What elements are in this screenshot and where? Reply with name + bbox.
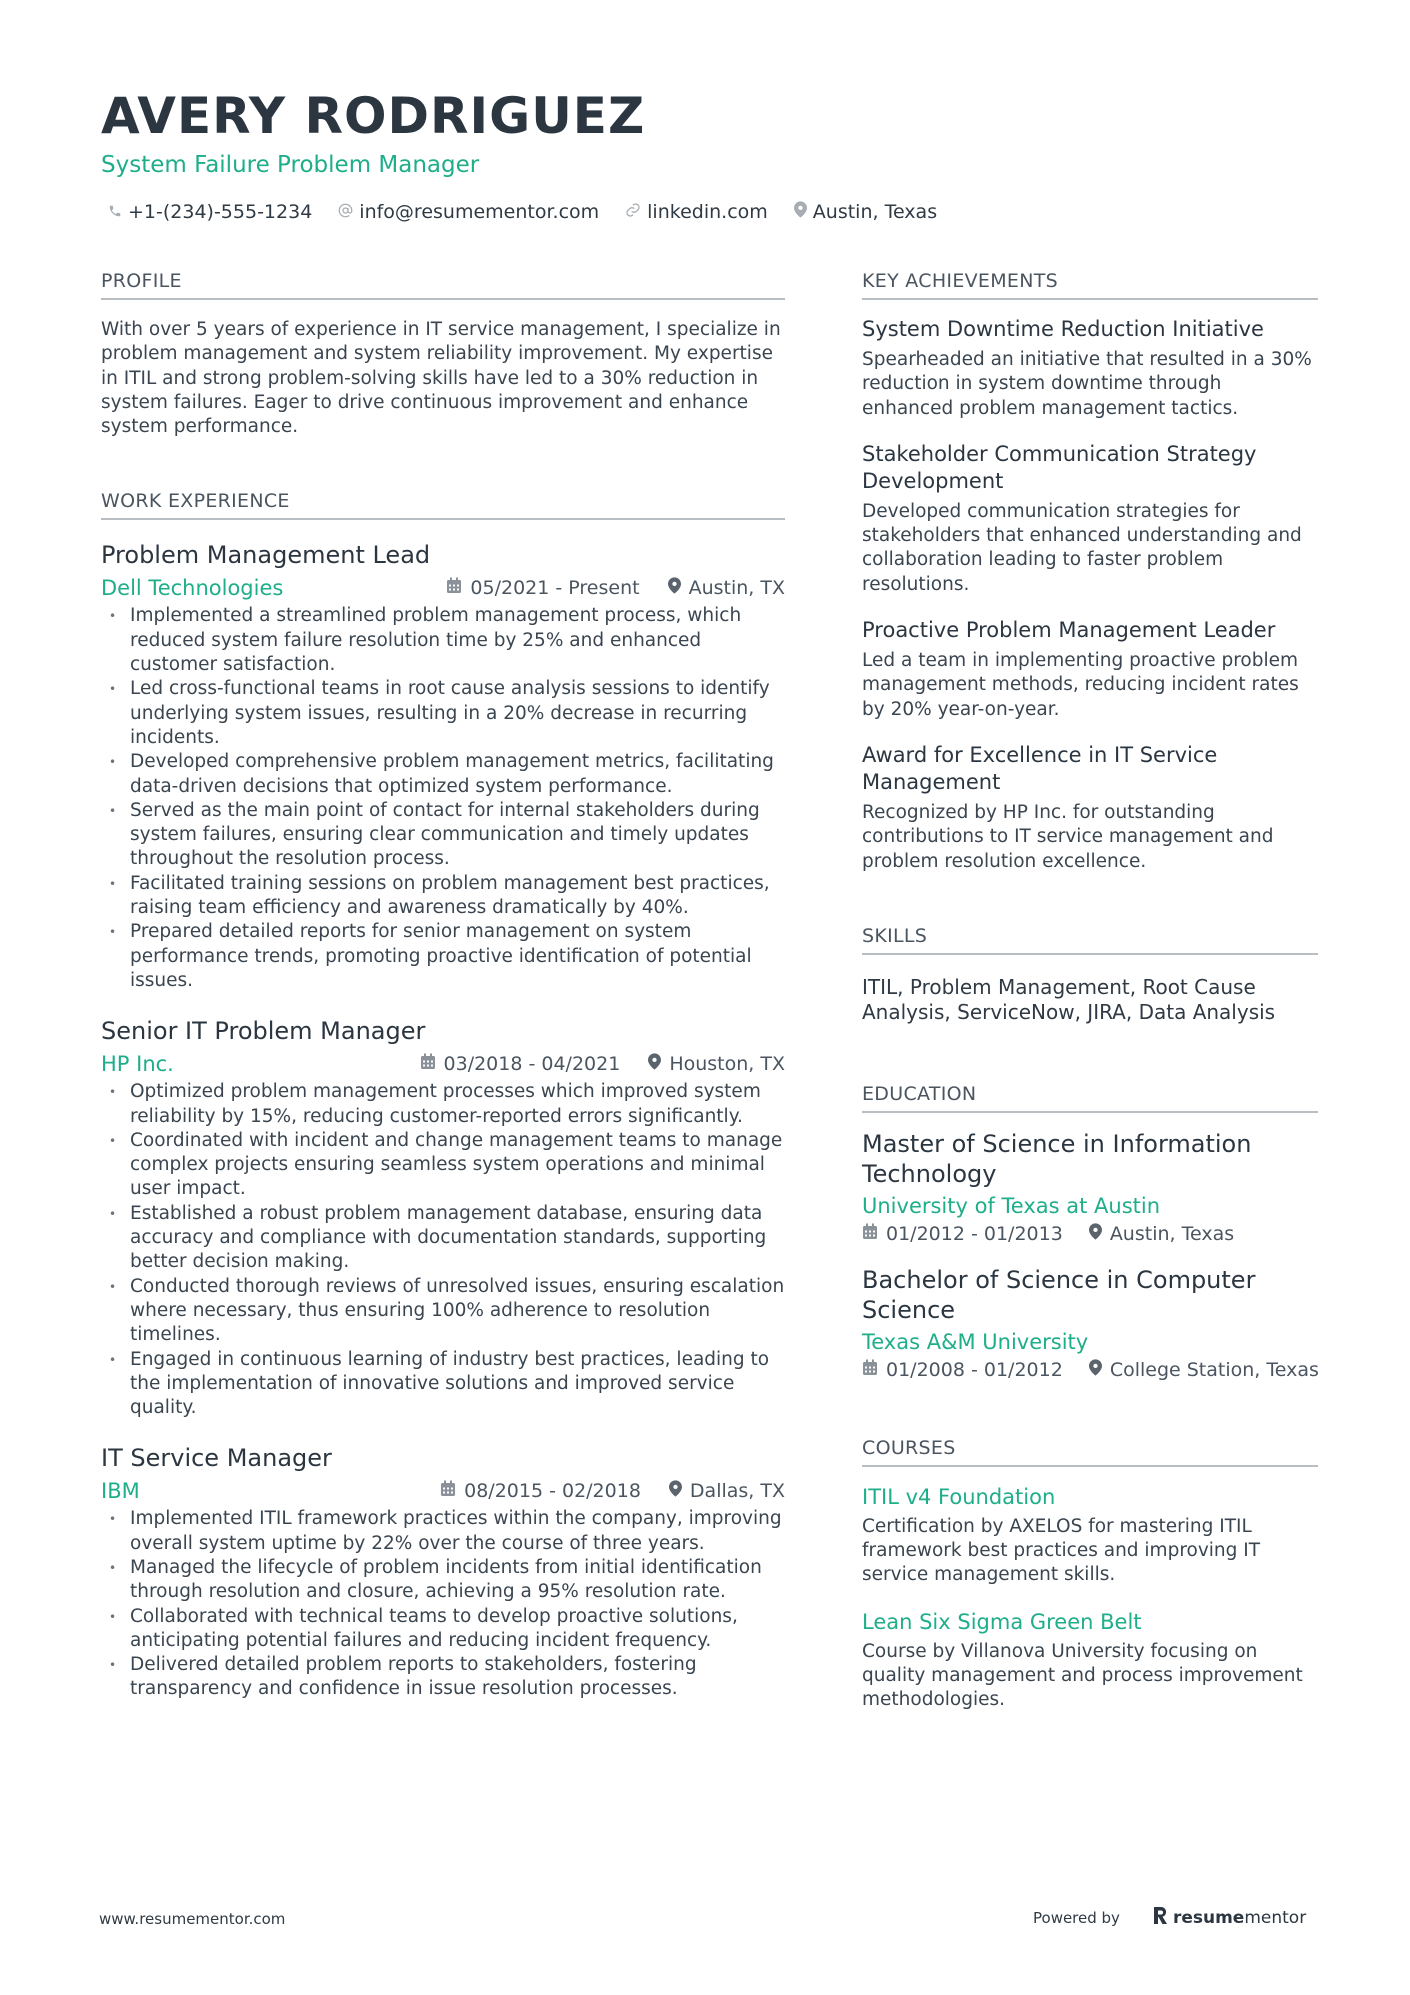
course-title: Lean Six Sigma Green Belt <box>862 1609 1142 1634</box>
at-icon <box>338 198 359 226</box>
candidate-title: System Failure Problem Manager <box>101 152 480 178</box>
list-item: • Established a robust problem management database, ensuring data accuracy and compliance with documentation standards, supporting better decision making. <box>101 1202 785 1275</box>
education-meta <box>862 1223 1318 1245</box>
contact-linkedin[interactable] <box>625 198 768 226</box>
calendar-icon <box>420 1053 444 1075</box>
calendar-icon <box>862 1223 886 1245</box>
job-dates <box>446 577 639 599</box>
achievement-item <box>862 742 1318 874</box>
job-location <box>668 577 785 599</box>
calendar-icon <box>446 577 470 599</box>
location-pin-icon <box>1089 1223 1110 1245</box>
location-text: Austin, Texas <box>812 201 938 223</box>
powered-by-label: Powered by <box>1033 1909 1120 1927</box>
list-item: • Developed comprehensive problem management metrics, facilitating data-driven decisions that optimized system performance. <box>101 750 785 799</box>
job-dates <box>420 1053 621 1075</box>
work-experience-heading: WORK EXPERIENCE <box>101 488 785 520</box>
job-entry <box>101 539 785 993</box>
education-school: Texas A&M University <box>862 1329 1089 1354</box>
job-info-row <box>101 1049 785 1079</box>
education-section <box>862 1081 1318 1381</box>
job-bullets <box>101 604 785 993</box>
calendar-icon <box>862 1359 886 1381</box>
education-dates-text: 01/2008 - 01/2012 <box>886 1358 1063 1381</box>
phone-icon <box>108 198 128 226</box>
list-item: • Implemented ITIL framework practices within the company, improving overall system uptime by 22% over the course of three years. <box>101 1507 785 1556</box>
education-dates <box>862 1223 1063 1245</box>
profile-section <box>101 268 785 439</box>
courses-heading: COURSES <box>862 1435 1318 1467</box>
job-location-text: Houston, TX <box>669 1053 785 1076</box>
job-entry <box>101 1442 785 1701</box>
education-item <box>862 1265 1318 1381</box>
achievement-desc: Spearheaded an initiative that resulted in a 30% reduction in system downtime through enhanced problem management tactics. <box>862 349 1312 419</box>
job-dates-text: 08/2015 - 02/2018 <box>464 1480 641 1503</box>
brand-name-light: mentor <box>1244 1908 1307 1928</box>
education-meta <box>862 1359 1318 1381</box>
job-role: IT Service Manager <box>101 1444 332 1473</box>
link-icon <box>625 198 647 226</box>
brand-name-bold: resume <box>1172 1908 1245 1928</box>
course-desc: Certification by AXELOS for mastering ITIL framework best practices and improving IT service management skills. <box>862 1515 1261 1586</box>
list-item: • Conducted thorough reviews of unresolved issues, ensuring escalation where necessary, thus ensuring 100% adherence to resolution timelines. <box>101 1275 785 1348</box>
profile-text: With over 5 years of experience in IT service management, I specialize in problem management and system reliability improvement. My expertise in ITIL and strong problem-solving skills have led to a 30% reduction in system failures. Eager to drive continuous improvement and enhance system performance. <box>101 319 781 438</box>
education-dates <box>862 1359 1063 1381</box>
right-column <box>862 268 1318 1713</box>
job-location-text: Dallas, TX <box>689 1480 785 1503</box>
achievement-item <box>862 617 1318 722</box>
course-title: ITIL v4 Foundation <box>862 1484 1056 1509</box>
education-location-text: Austin, Texas <box>1109 1222 1235 1245</box>
education-dates-text: 01/2012 - 01/2013 <box>886 1222 1063 1245</box>
job-bullets <box>101 1080 785 1420</box>
contact-phone <box>108 198 312 226</box>
list-item: • Engaged in continuous learning of industry best practices, leading to the implementation of innovative solutions and improved service quality. <box>101 1348 785 1421</box>
list-item: • Optimized problem management processes which improved system reliability by 15%, reducing customer-reported errors significantly. <box>101 1080 785 1129</box>
course-desc: Course by Villanova University focusing on quality management and process improvement methodologies. <box>862 1640 1303 1711</box>
achievement-title: Stakeholder Communication Strategy Development <box>862 441 1257 493</box>
work-experience-section <box>101 488 785 1701</box>
location-pin-icon <box>1089 1359 1110 1381</box>
calendar-icon <box>440 1480 464 1502</box>
achievement-item <box>862 316 1318 421</box>
education-school: University of Texas at Austin <box>862 1193 1161 1218</box>
education-item <box>862 1129 1318 1245</box>
list-item: • Delivered detailed problem reports to stakeholders, fostering transparency and confidence in issue resolution processes. <box>101 1653 785 1702</box>
course-item <box>862 1483 1318 1588</box>
job-info-row <box>101 573 785 603</box>
location-pin-icon <box>648 1053 669 1075</box>
achievement-desc: Led a team in implementing proactive problem management methods, reducing incident rates by 20% year-on-year. <box>862 650 1299 720</box>
job-location <box>648 1053 785 1075</box>
achievements-heading: KEY ACHIEVEMENTS <box>862 268 1318 300</box>
job-dates <box>440 1480 641 1502</box>
education-degree: Bachelor of Science in Computer Science <box>862 1265 1256 1324</box>
job-entry <box>101 1015 785 1420</box>
job-location <box>669 1480 785 1502</box>
job-bullets <box>101 1507 785 1701</box>
skills-section <box>862 923 1318 1025</box>
job-meta <box>440 1480 785 1502</box>
achievements-section <box>862 268 1318 874</box>
achievement-title: Proactive Problem Management Leader <box>862 618 1276 643</box>
course-item <box>862 1608 1318 1713</box>
job-meta <box>446 577 785 599</box>
list-item: • Coordinated with incident and change management teams to manage complex projects ensuring seamless system operations and minimal user impact. <box>101 1129 785 1202</box>
achievement-desc: Developed communication strategies for stakeholders that enhanced understanding and collaboration leading to faster problem resolutions. <box>862 500 1302 595</box>
achievement-title: Award for Excellence in IT Service Management <box>862 742 1218 794</box>
job-location-text: Austin, TX <box>688 577 785 600</box>
job-meta <box>420 1053 785 1075</box>
list-item: • Served as the main point of contact for internal stakeholders during system failures, ensuring clear communication and timely updates throughout the resolution process. <box>101 799 785 872</box>
job-dates-text: 03/2018 - 04/2021 <box>443 1053 621 1076</box>
contact-location <box>794 198 937 226</box>
achievement-item <box>862 441 1318 597</box>
email-text: info@resumementor.com <box>359 201 600 223</box>
footer-website-link[interactable]: www.resumementor.com <box>99 1910 286 1928</box>
list-item: • Led cross-functional teams in root cause analysis sessions to identify underlying system issues, resulting in a 20% decrease in recurring incidents. <box>101 677 785 750</box>
resumementor-logo-icon <box>1152 1906 1173 1930</box>
contact-bar <box>108 198 963 226</box>
profile-heading: PROFILE <box>101 268 785 300</box>
powered-by <box>1033 1906 1306 1930</box>
linkedin-text: linkedin.com <box>647 201 768 223</box>
phone-text: +1-(234)-555-1234 <box>128 201 313 223</box>
brand-logo[interactable] <box>1152 1906 1306 1930</box>
education-heading: EDUCATION <box>862 1081 1318 1113</box>
list-item: • Implemented a streamlined problem management process, which reduced system failure resolution time by 25% and enhanced customer satisfaction. <box>101 604 785 677</box>
list-item: • Managed the lifecycle of problem incidents from initial identification through resolution and closure, achieving a 95% resolution rate. <box>101 1556 785 1605</box>
candidate-name: AVERY RODRIGUEZ <box>101 87 646 145</box>
education-degree: Master of Science in Information Technology <box>862 1129 1252 1188</box>
list-item: • Collaborated with technical teams to develop proactive solutions, anticipating potential failures and reducing incident frequency. <box>101 1605 785 1654</box>
education-location <box>1089 1223 1234 1245</box>
contact-email[interactable] <box>338 198 599 226</box>
job-role: Senior IT Problem Manager <box>101 1017 426 1046</box>
company-name: IBM <box>101 1479 140 1504</box>
job-dates-text: 05/2021 - Present <box>470 577 640 600</box>
education-location <box>1089 1359 1319 1381</box>
location-pin-icon <box>668 577 689 599</box>
courses-section <box>862 1435 1318 1713</box>
skills-heading: SKILLS <box>862 923 1318 955</box>
achievement-desc: Recognized by HP Inc. for outstanding contributions to IT service management and problem resolution excellence. <box>862 801 1274 872</box>
job-info-row <box>101 1476 785 1506</box>
company-name: Dell Technologies <box>101 576 284 601</box>
left-column <box>101 268 785 1702</box>
education-location-text: College Station, Texas <box>1109 1358 1319 1381</box>
skills-text: ITIL, Problem Management, Root Cause Analysis, ServiceNow, JIRA, Data Analysis <box>862 974 1276 1024</box>
location-pin-icon <box>794 198 813 226</box>
list-item: • Facilitated training sessions on problem management best practices, raising team efficiency and awareness dramatically by 40%. <box>101 872 785 921</box>
location-pin-icon <box>669 1480 690 1502</box>
list-item: • Prepared detailed reports for senior management on system performance trends, promoting proactive identification of potential issues. <box>101 920 785 993</box>
achievement-title: System Downtime Reduction Initiative <box>862 317 1264 341</box>
job-role: Problem Management Lead <box>101 541 431 570</box>
company-name: HP Inc. <box>101 1052 174 1077</box>
